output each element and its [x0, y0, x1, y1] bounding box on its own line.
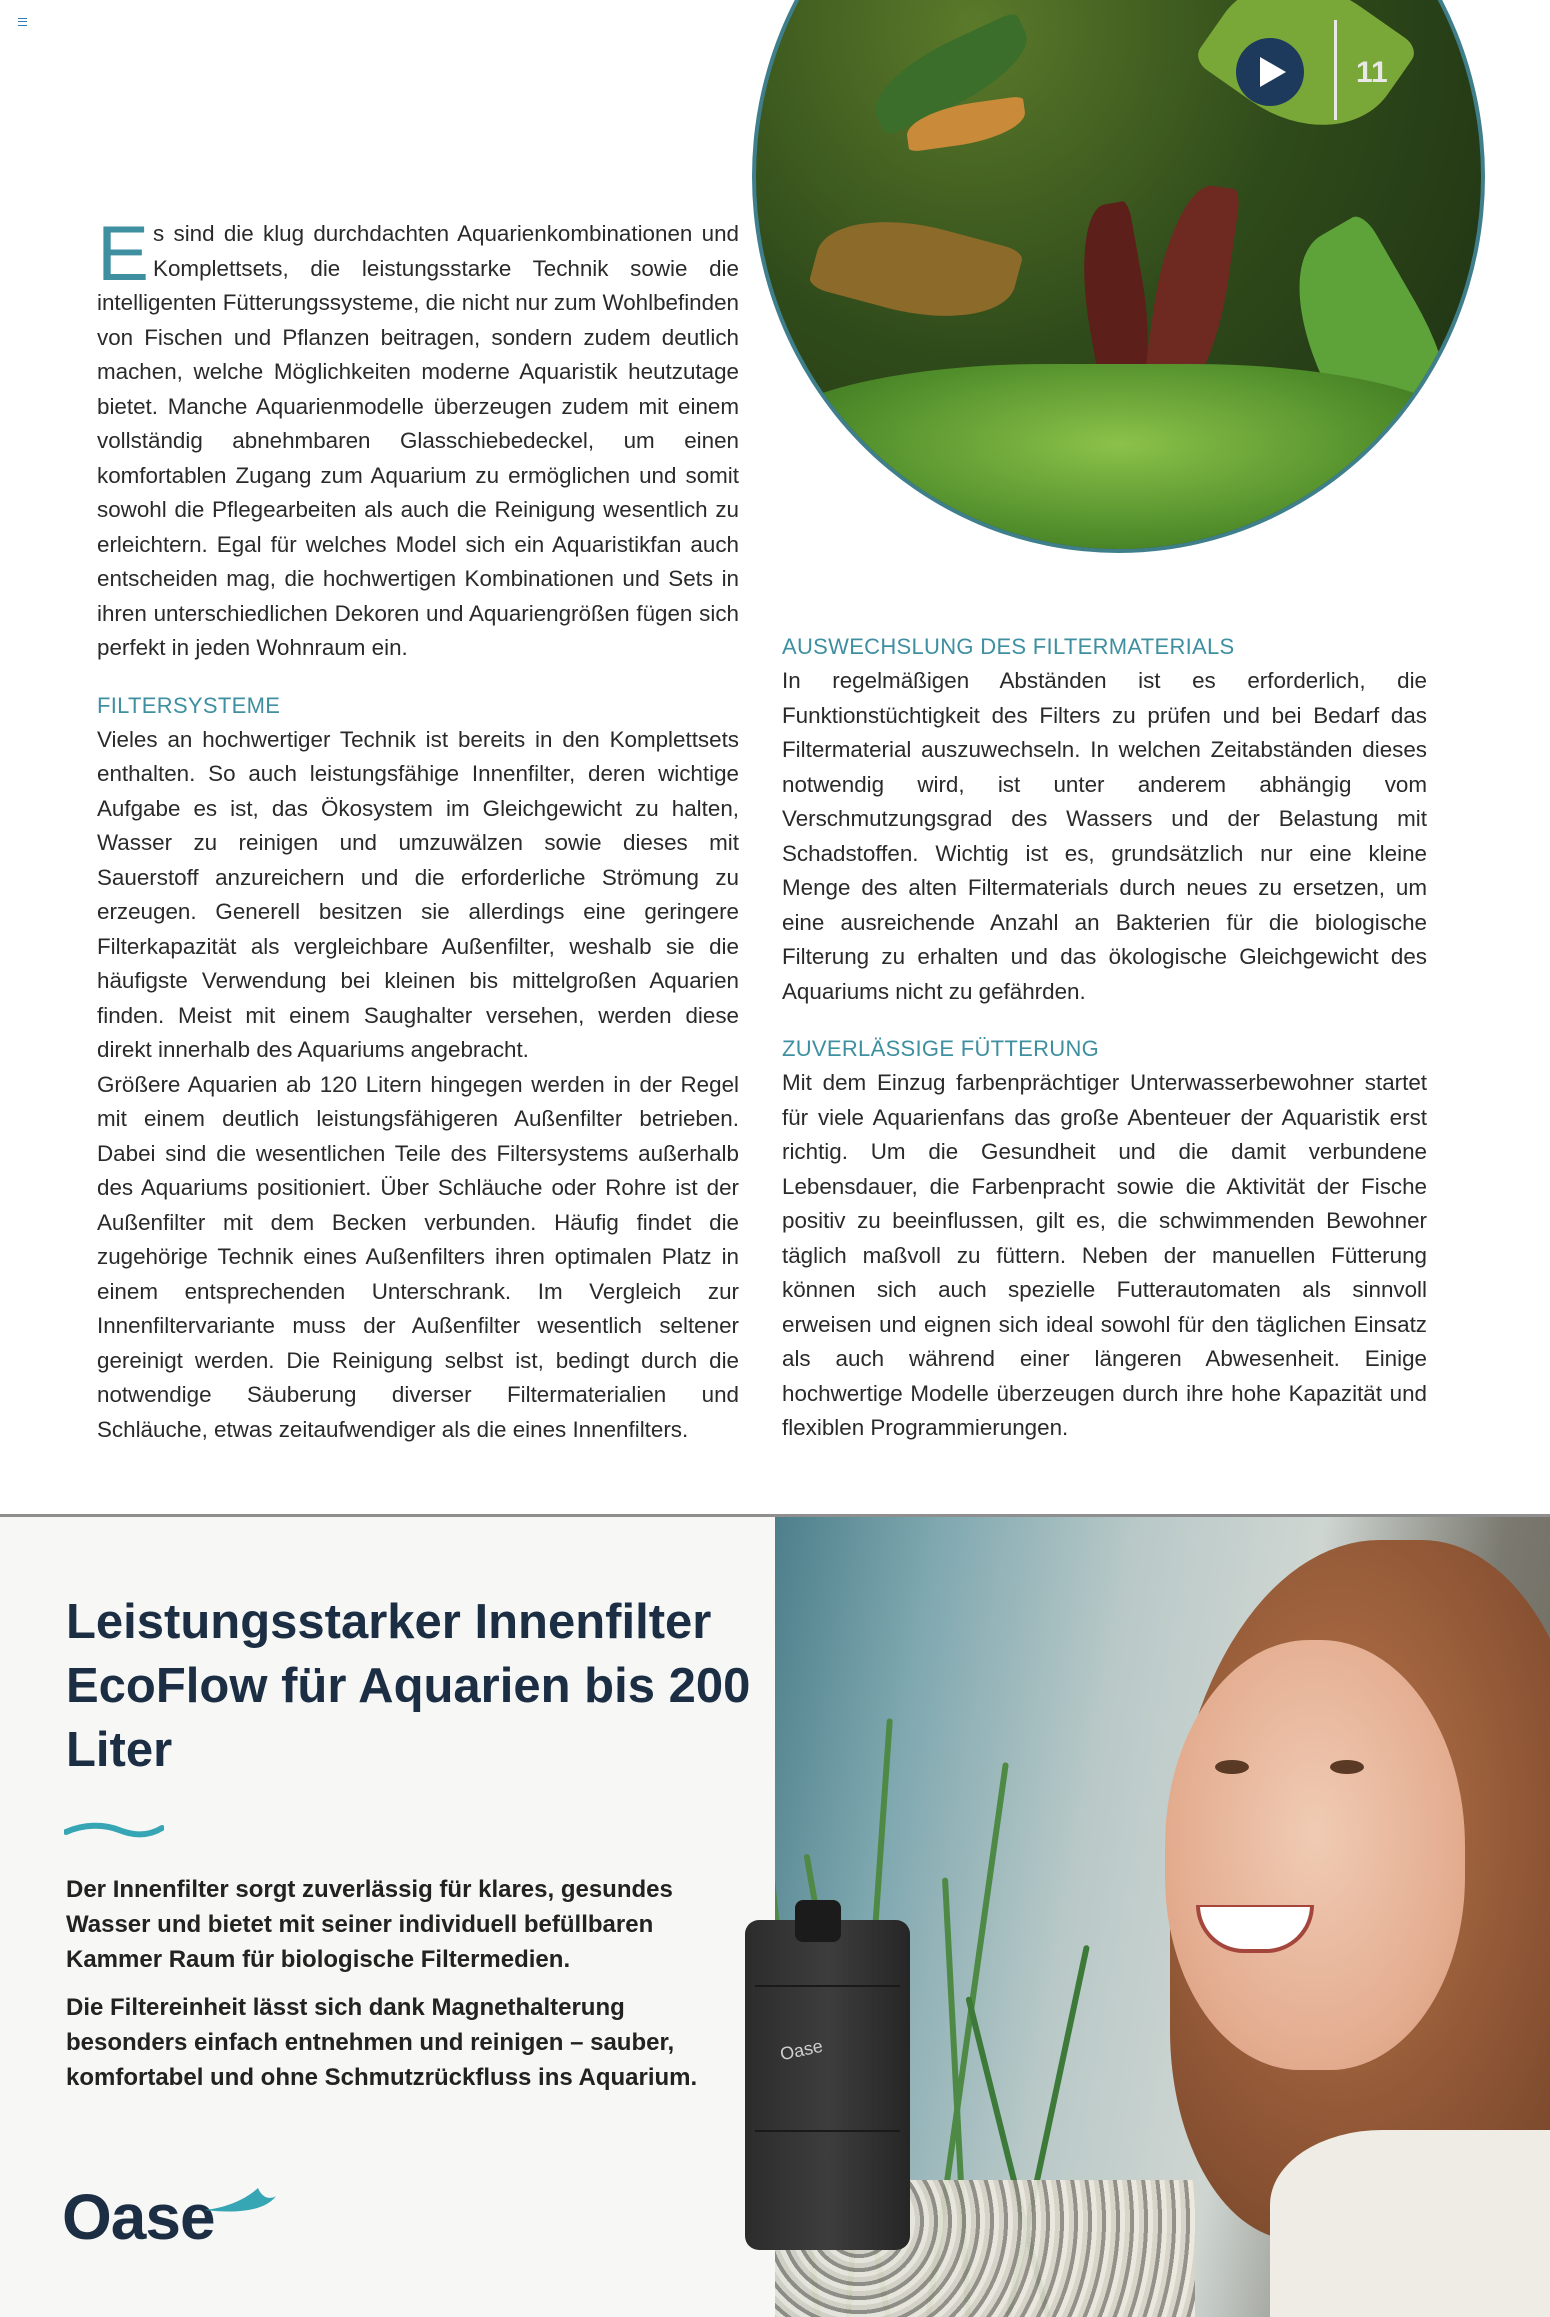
wave-icon	[64, 1820, 164, 1840]
filter-slot	[755, 2130, 900, 2132]
page-number-rule	[1334, 20, 1337, 120]
oase-wave-icon	[200, 2180, 280, 2220]
girl-shirt	[1270, 2130, 1550, 2317]
heading-fuetterung: ZUVERLÄSSIGE FÜTTERUNG	[782, 1036, 1100, 1061]
heading-filtersysteme: FILTERSYSTEME	[97, 692, 281, 718]
ecoflow-filter-device	[745, 1920, 910, 2250]
girl-face	[1165, 1640, 1465, 2070]
filter-slot	[755, 1985, 900, 1987]
ad-title: Leistungsstarker Innenfilter EcoFlow für Aquarien bis 200 Liter	[66, 1595, 751, 1777]
filter-brand-label: Oase	[778, 2035, 825, 2065]
fuetterung-paragraph: Mit dem Einzug farbenprächtiger Unterwasserbewohner startet für viele Aquarienfans das große Abenteuer der Aquaristik erst richtig. Um die Gesundheit und die damit verbundene Lebensdauer, die Farbenpracht sowie die Aktivität der Fische positiv zu beeinflussen, gilt es, die schwimmenden Bewohner täglich maßvoll zu füttern. Neben der manuellen Fütterung können sich auch spezielle Futterautomaten als sinnvoll erweisen und eignen sich ideal sowohl für den täglichen Einsatz als auch während einer längeren Abwesenheit. Einige hochwertige Modelle überzeugen durch ihre hohe Kapazität und flexiblen Programmierungen.	[782, 1070, 1427, 1440]
article-right-column	[782, 630, 1427, 1446]
girl-eye-right	[1330, 1760, 1364, 1774]
auswechslung-paragraph: In regelmäßigen Abständen ist es erforderlich, die Funktionstüchtigkeit des Filters zu prüfen und bei Bedarf das Filtermaterial auszuwechseln. In welchen Zeitabständen dieses notwendig wird, ist unter anderem abhängig vom Verschmutzungsgrad des Wassers und der Belastung mit Schadstoffen. Wichtig ist es, grundsätzlich nur eine kleine Menge des alten Filtermaterials durch neues zu ersetzen, um eine ausreichende Anzahl an Bakterien für die biologische Filterung zu erhalten und das ökologische Gleichgewicht des Aquariums nicht zu gefährden.	[782, 668, 1427, 1004]
heading-auswechslung: AUSWECHSLUNG DES FILTERMATERIALS	[782, 634, 1235, 659]
dropcap: E	[97, 209, 150, 297]
filtersysteme-paragraph-2: Größere Aquarien ab 120 Litern hingegen werden in der Regel mit einem deutlich leistungsfähigeren Außenfilter betrieben. Dabei sind die wesentlichen Teile des Filtersystems außerhalb des Aquariums positioniert. Über Schläuche oder Rohre ist der Außenfilter mit dem Becken verbunden. Häufig findet die zugehörige Technik eines Außenfilters ihren optimalen Platz in einem entsprechenden Unterschrank. Im Vergleich zur Innenfiltervariante muss der Außenfilter wesentlich seltener gereinigt werden. Die Reinigung selbst ist, bedingt durch die notwendige Säuberung diverser Filtermaterialien und Schläuche, etwas zeitaufwendiger als die eines Innenfilters.	[97, 1071, 739, 1442]
ad-body-1: Der Innenfilter sorgt zuverlässig für klares, gesundes Wasser und bietet mit seiner individuell befüllbaren Kammer Raum für biologische Filtermedien.	[66, 1876, 673, 1973]
fish-badge	[1236, 38, 1304, 106]
filter-cap	[795, 1900, 841, 1942]
menu-icon[interactable]	[18, 18, 27, 26]
intro-text: s sind die klug durchdachten Aquarienkombinationen und Komplettsets, die leistungsstarke Technik sowie die intelligenten Fütterungssysteme, die nicht nur zum Wohlbefinden von Fischen und Pflanzen beitragen, sondern zudem deutlich machen, welche Möglichkeiten moderne Aquaristik heutzutage bietet. Manche Aquarienmodelle überzeugen zudem mit einem vollständig abnehmbaren Glasschiebedeckel, um einen komfortablen Zugang zum Aquarium zu ermöglichen und somit sowohl die Pflegearbeiten als auch die Reinigung wesentlich zu erleichtern. Egal für welches Model sich ein Aquaristikfan auch entscheiden mag, die hochwertigen Kombinationen und Sets in ihren unterschiedlichen Dekoren und Aquariengrößen fügen sich perfekt in jeden Wohnraum ein.	[97, 221, 739, 660]
fish-icon	[1260, 57, 1286, 87]
girl-eye-left	[1215, 1760, 1249, 1774]
filtersysteme-paragraph-1: Vieles an hochwertiger Technik ist bereits in den Komplettsets enthalten. So auch leistungsfähige Innenfilter, deren wichtige Aufgabe es ist, das Ökosystem im Gleichgewicht zu halten, Wasser zu reinigen und umzuwälzen sowie dieses mit Sauerstoff anzureichern und die erforderliche Strömung zu erzeugen. Generell besitzen sie allerdings eine geringere Filterkapazität als vergleichbare Außenfilter, weshalb sie die häufigste Verwendung bei kleinen bis mittelgroßen Aquarien finden. Meist mit einem Saughalter versehen, werden diese direkt innerhalb des Aquariums angebracht.	[97, 726, 739, 1062]
ad-body-2: Die Filtereinheit lässt sich dank Magnethalterung besonders einfach entnehmen und reinigen – sauber, komfortabel und ohne Schmutzrückfluss ins Aquarium.	[66, 1994, 698, 2091]
oase-logo: Oase	[62, 2181, 215, 2253]
intro-paragraph	[97, 209, 739, 666]
page-number: 11	[1356, 56, 1388, 89]
article-left-column	[97, 209, 739, 1447]
